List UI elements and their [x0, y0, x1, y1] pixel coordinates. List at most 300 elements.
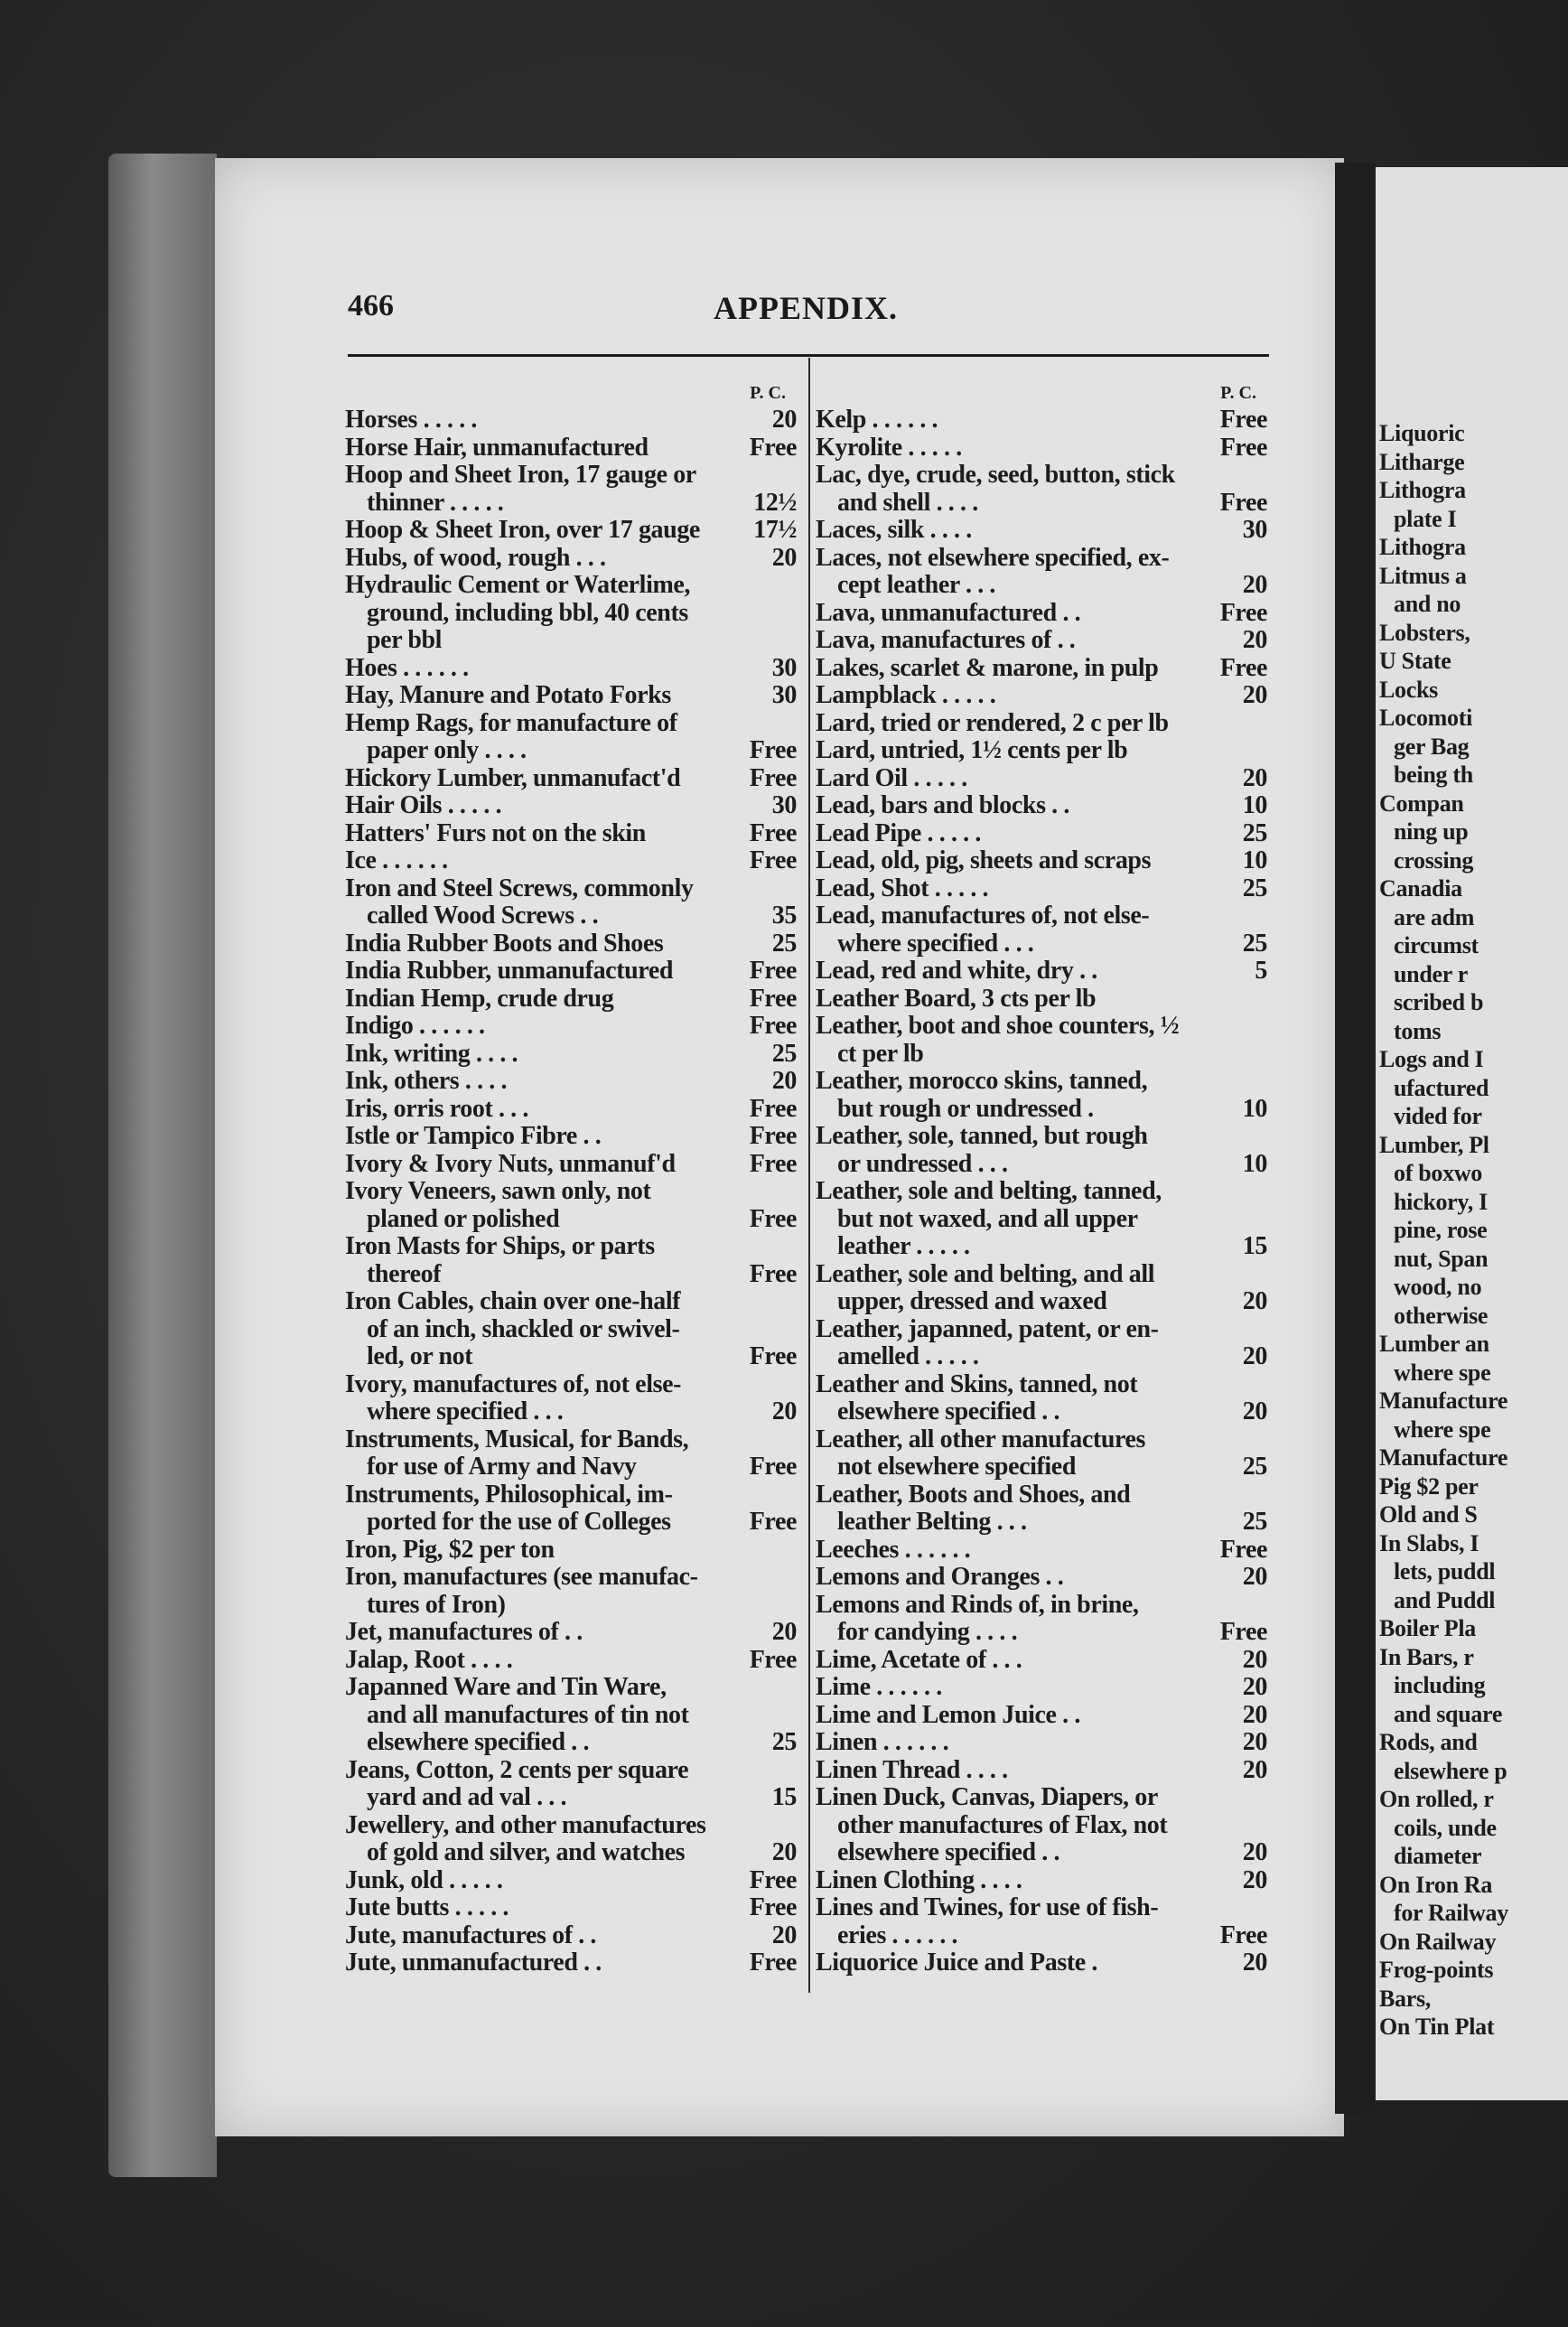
entry-continuation-line: called Wood Screws . .: [367, 902, 599, 930]
entry-description: [816, 1371, 1267, 1426]
entry-line: Ivory Veneers, sawn only, not: [345, 1177, 651, 1205]
entry-rate: Free: [749, 1259, 797, 1288]
entry-line: Indigo . . . . . .: [345, 1012, 485, 1040]
entry-line: Leather, sole, tanned, but rough: [816, 1122, 1148, 1150]
facing-page-line: On Railway: [1379, 1928, 1497, 1955]
entry-rate: 20: [771, 1920, 797, 1949]
entry-line: Lines and Twines, for use of fish-: [816, 1893, 1159, 1921]
entry-rate: 25: [771, 1039, 797, 1068]
entry-description: [345, 875, 797, 930]
facing-page-line: elsewhere p: [1394, 1757, 1507, 1784]
entry-description: [816, 958, 1267, 986]
entry-continuation-line: per bbl: [367, 626, 443, 654]
entry-rate: Free: [749, 1508, 797, 1536]
entry-rate: 20: [771, 543, 797, 572]
entry-description: [816, 1674, 1267, 1702]
tariff-entry: [345, 958, 797, 986]
tariff-entry: [816, 1894, 1267, 1949]
entry-rate: 25: [1242, 929, 1267, 958]
entry-rate: Free: [749, 1453, 797, 1481]
entry-line: Laces, not elsewhere specified, ex-: [816, 543, 1170, 572]
entry-description: [345, 407, 797, 435]
entry-rate: Free: [749, 1122, 797, 1150]
entry-line: Instruments, Philosophical, im-: [345, 1480, 673, 1509]
entry-line: Leather, japanned, patent, or en-: [816, 1314, 1159, 1343]
facing-page-line: Lumber an: [1379, 1331, 1489, 1357]
entry-rate: 20: [1242, 626, 1267, 654]
entry-description: [345, 1096, 797, 1124]
tariff-entry: [345, 1151, 797, 1179]
entry-line: Lard Oil . . . . .: [816, 763, 967, 792]
entry-line: Hubs, of wood, rough . . .: [345, 543, 606, 572]
tariff-entry: [345, 682, 797, 710]
entry-line: Lard, tried or rendered, 2 c per lb: [816, 708, 1169, 737]
entry-rate: Free: [749, 818, 797, 847]
entry-continuation-line: led, or not: [367, 1342, 473, 1370]
tariff-entry: [816, 958, 1267, 986]
tariff-entry: [345, 930, 797, 958]
entry-line: Jet, manufactures of . .: [345, 1618, 583, 1646]
tariff-entry: [816, 1316, 1267, 1371]
tariff-entry: [345, 1096, 797, 1124]
page-header: [348, 289, 1269, 331]
entry-rate: 20: [1242, 1287, 1267, 1315]
tariff-entry: [345, 1481, 797, 1537]
entry-rate: 15: [771, 1783, 797, 1811]
entry-line: Leather, sole and belting, tanned,: [816, 1177, 1162, 1205]
entry-description: [345, 820, 797, 848]
entry-line: Lemons and Rinds of, in brine,: [816, 1590, 1139, 1619]
entry-description: [345, 682, 797, 710]
entry-line: Horses . . . . .: [345, 406, 478, 434]
entry-description: [345, 1619, 797, 1647]
facing-page-line: where spe: [1394, 1359, 1491, 1386]
entry-rate: Free: [749, 1949, 797, 1977]
tariff-entry: [816, 792, 1267, 820]
entry-description: [345, 545, 797, 573]
facing-page-line: Lithogra: [1379, 534, 1466, 560]
entry-line: Lead, Shot . . . . .: [816, 874, 989, 902]
entry-rate: Free: [749, 433, 797, 462]
entry-rate: 10: [1242, 846, 1267, 874]
entry-rate: 20: [771, 1838, 797, 1866]
entry-rate: Free: [1219, 653, 1267, 682]
entry-description: [816, 902, 1267, 958]
entry-line: Liquorice Juice and Paste .: [816, 1949, 1097, 1977]
entry-rate: 25: [1242, 1453, 1267, 1481]
entry-rate: Free: [1219, 1920, 1267, 1949]
entry-line: Leather, all other manufactures: [816, 1425, 1146, 1453]
entry-continuation-line: ct per lb: [837, 1039, 924, 1068]
entry-line: Linen Duck, Canvas, Diapers, or: [816, 1783, 1158, 1811]
entry-line: Iron, manufactures (see manufac-: [345, 1563, 698, 1591]
tariff-entry: [816, 1013, 1267, 1068]
entry-description: [345, 1041, 797, 1069]
tariff-entry: [345, 545, 797, 573]
entry-rate: Free: [1219, 488, 1267, 517]
entry-description: [345, 1288, 797, 1371]
entry-rate: Free: [749, 1149, 797, 1178]
entry-continuation-line: planed or polished: [367, 1204, 560, 1233]
entry-description: [345, 1867, 797, 1895]
facing-page-line: Old and S: [1379, 1501, 1478, 1528]
tariff-entry: [816, 1537, 1267, 1565]
entry-line: Leather, boot and shoe counters, ½: [816, 1012, 1180, 1040]
entry-description: [816, 1426, 1267, 1481]
entry-continuation-line: of gold and silver, and watches: [367, 1838, 686, 1866]
entry-line: Leather, sole and belting, and all: [816, 1259, 1155, 1288]
entry-line: Lampblack . . . . .: [816, 681, 996, 709]
entry-description: [816, 655, 1267, 683]
entry-rate: Free: [749, 736, 797, 764]
entry-rate: Free: [1219, 1618, 1267, 1646]
entry-description: [816, 1757, 1267, 1785]
facing-page-line: diameter: [1394, 1843, 1482, 1869]
entry-line: Instruments, Musical, for Bands,: [345, 1425, 689, 1453]
tariff-entry: [816, 545, 1267, 600]
entry-description: [345, 986, 797, 1014]
entry-line: Indian Hemp, crude drug: [345, 984, 614, 1013]
entry-description: [816, 875, 1267, 903]
entry-line: Kyrolite . . . . .: [816, 433, 962, 462]
entry-line: Leeches . . . . . .: [816, 1535, 971, 1564]
header-rule: [348, 354, 1269, 357]
entry-description: [816, 627, 1267, 655]
entry-rate: Free: [749, 957, 797, 985]
tariff-entry: [816, 1647, 1267, 1675]
facing-page-line: wood, no: [1394, 1274, 1482, 1300]
entry-description: [816, 1949, 1267, 1977]
facing-page-line: Manufacture: [1379, 1444, 1508, 1471]
entry-line: Lead, bars and blocks . .: [816, 791, 1069, 819]
entry-line: Iron, Pig, $2 per ton: [345, 1535, 555, 1564]
page-number: 466: [348, 289, 394, 322]
tariff-entry: [345, 1647, 797, 1675]
facing-page-line: Locks: [1379, 676, 1438, 703]
facing-page-line: vided for: [1394, 1103, 1482, 1129]
tariff-entry: [345, 986, 797, 1014]
tariff-column-left: [345, 379, 797, 1977]
tariff-entry: [345, 1922, 797, 1950]
entry-line: Kelp . . . . . .: [816, 406, 938, 434]
entry-line: Lac, dye, crude, seed, button, stick: [816, 461, 1175, 489]
tariff-entry: [816, 1564, 1267, 1592]
entry-rate: 15: [1242, 1232, 1267, 1260]
entry-line: Leather and Skins, tanned, not: [816, 1369, 1138, 1398]
entry-line: Lard, untried, 1½ cents per lb: [816, 736, 1128, 764]
facing-page-line: plate I: [1394, 505, 1457, 532]
tariff-entry: [345, 1371, 797, 1426]
tariff-entry: [816, 875, 1267, 903]
entry-rate: 20: [1242, 1838, 1267, 1866]
entry-continuation-line: and all manufactures of tin not: [367, 1700, 689, 1729]
entry-description: [345, 462, 797, 517]
entry-line: Hoes . . . . . .: [345, 653, 469, 682]
entry-line: Lemons and Oranges . .: [816, 1563, 1064, 1591]
entry-continuation-line: thinner . . . . .: [367, 488, 504, 517]
facing-page-line: and no: [1394, 591, 1461, 617]
entry-description: [816, 517, 1267, 545]
facing-page-line: ning up: [1394, 818, 1469, 845]
entry-rate: 20: [771, 1618, 797, 1646]
entry-description: [345, 765, 797, 793]
facing-page-line: scribed b: [1394, 989, 1484, 1015]
entry-description: [345, 710, 797, 765]
tariff-entry: [345, 407, 797, 435]
entry-description: [345, 930, 797, 958]
tariff-entry: [345, 1867, 797, 1895]
entry-line: Hemp Rags, for manufacture of: [345, 708, 677, 737]
tariff-entry: [345, 792, 797, 820]
entry-continuation-line: for candying . . . .: [837, 1618, 1018, 1646]
entry-description: [345, 1812, 797, 1867]
entry-description: [345, 655, 797, 683]
tariff-entry: [345, 435, 797, 463]
entry-rate: 20: [771, 1067, 797, 1095]
entry-rate: 30: [771, 791, 797, 819]
entry-rate: 10: [1242, 1094, 1267, 1123]
entry-description: [816, 545, 1267, 600]
entry-rate: 20: [1242, 1563, 1267, 1591]
entry-description: [345, 1371, 797, 1426]
entry-line: Jute, unmanufactured . .: [345, 1949, 602, 1977]
facing-page-line: and square: [1394, 1700, 1503, 1727]
tariff-entry: [345, 1233, 797, 1288]
entry-rate: 10: [1242, 1149, 1267, 1178]
entry-line: Horse Hair, unmanufactured: [345, 433, 649, 462]
entry-continuation-line: tures of Iron): [367, 1590, 506, 1619]
entry-description: [816, 682, 1267, 710]
entry-description: [816, 1123, 1267, 1178]
entry-line: Lead, manufactures of, not else-: [816, 902, 1150, 930]
entry-rate: Free: [1219, 406, 1267, 434]
facing-page-line: under r: [1394, 960, 1468, 987]
tariff-entry: [816, 517, 1267, 545]
facing-page-fragment: [1376, 167, 1568, 2100]
facing-page-line: Frog-points: [1379, 1957, 1494, 1983]
entry-description: [816, 1647, 1267, 1675]
facing-page-line: being th: [1394, 762, 1473, 788]
entry-continuation-line: and shell . . . .: [837, 488, 978, 517]
tariff-entry: [816, 407, 1267, 435]
tariff-entry: [345, 1123, 797, 1151]
entry-line: Lime and Lemon Juice . .: [816, 1700, 1080, 1729]
entry-description: [345, 1647, 797, 1675]
tariff-entry: [345, 655, 797, 683]
entry-rate: 20: [1242, 1865, 1267, 1894]
tariff-entry: [816, 1123, 1267, 1178]
entry-rate: Free: [749, 1645, 797, 1674]
entry-description: [816, 1068, 1267, 1123]
entry-rate: Free: [749, 1342, 797, 1370]
entry-continuation-line: amelled . . . . .: [837, 1342, 979, 1370]
entry-line: Hatters' Furs not on the skin: [345, 818, 646, 847]
entry-description: [345, 1481, 797, 1537]
entry-rate: 20: [771, 1397, 797, 1425]
tariff-entry: [345, 1013, 797, 1041]
entry-continuation-line: elsewhere specified . .: [837, 1397, 1060, 1425]
facing-page-line: pine, rose: [1394, 1217, 1488, 1243]
facing-page-line: are adm: [1394, 903, 1475, 930]
tariff-entry: [816, 820, 1267, 848]
entry-line: Jewellery, and other manufactures: [345, 1810, 706, 1839]
entry-description: [816, 1894, 1267, 1949]
entry-continuation-line: of an inch, shackled or swivel-: [367, 1314, 680, 1343]
column-divider: [808, 358, 810, 1993]
tariff-entry: [345, 1757, 797, 1812]
entry-rate: 25: [1242, 1508, 1267, 1536]
entry-description: [816, 462, 1267, 517]
entry-continuation-line: ported for the use of Colleges: [367, 1508, 671, 1536]
entry-line: Jeans, Cotton, 2 cents per square: [345, 1755, 689, 1784]
entry-description: [345, 1674, 797, 1757]
entry-line: Ivory, manufactures of, not else-: [345, 1369, 682, 1398]
entry-description: [345, 1013, 797, 1041]
entry-line: Istle or Tampico Fibre . .: [345, 1122, 602, 1150]
facing-page-line: lets, puddl: [1394, 1558, 1496, 1584]
entry-line: Hay, Manure and Potato Forks: [345, 681, 671, 709]
entry-description: [816, 710, 1267, 738]
book-page-edges: [108, 154, 217, 2177]
facing-page-line: U State: [1379, 648, 1451, 674]
entry-continuation-line: where specified . . .: [367, 1397, 564, 1425]
entry-line: Lead, red and white, dry . .: [816, 957, 1097, 985]
entry-rate: 30: [1242, 516, 1267, 544]
tariff-entry: [345, 1288, 797, 1371]
entry-rate: Free: [749, 1012, 797, 1040]
entry-line: Hoop & Sheet Iron, over 17 gauge: [345, 516, 700, 544]
facing-page-line: Locomoti: [1379, 705, 1473, 731]
entry-rate: 20: [1242, 1700, 1267, 1729]
entry-continuation-line: but not waxed, and all upper: [837, 1204, 1138, 1233]
facing-page-line: On rolled, r: [1379, 1786, 1494, 1812]
entry-description: [345, 1151, 797, 1179]
entry-line: Iron and Steel Screws, commonly: [345, 874, 694, 902]
tariff-entry: [816, 1867, 1267, 1895]
tariff-entry: [816, 1949, 1267, 1977]
entry-description: [345, 1894, 797, 1922]
entry-rate: 20: [1242, 1645, 1267, 1674]
entry-rate: 25: [1242, 874, 1267, 902]
facing-page-line: for Railway: [1394, 1900, 1508, 1926]
entry-rate: 5: [1255, 957, 1267, 985]
facing-page-line: Liquoric: [1379, 420, 1465, 446]
entry-rate: 20: [1242, 681, 1267, 709]
tariff-entry: [816, 1592, 1267, 1647]
entry-line: Lava, unmanufactured . .: [816, 598, 1081, 627]
tariff-entry: [816, 1784, 1267, 1867]
entry-rate: 20: [1242, 1673, 1267, 1701]
entry-description: [345, 847, 797, 875]
tariff-entry: [345, 1068, 797, 1096]
entry-rate: 20: [771, 406, 797, 434]
tariff-entry: [345, 1949, 797, 1977]
entry-line: Lime, Acetate of . . .: [816, 1645, 1022, 1674]
entry-description: [816, 765, 1267, 793]
entry-description: [345, 1564, 797, 1619]
entry-rate: 17½: [753, 516, 797, 544]
entry-line: Iron Masts for Ships, or parts: [345, 1232, 655, 1260]
entry-rate: 20: [1242, 1342, 1267, 1370]
tariff-entry: [816, 1371, 1267, 1426]
entry-description: [816, 792, 1267, 820]
entry-line: India Rubber, unmanufactured: [345, 957, 674, 985]
facing-page-line: hickory, I: [1394, 1188, 1488, 1215]
tariff-entry: [345, 572, 797, 655]
facing-page-line: crossing: [1394, 846, 1474, 874]
tariff-entry: [816, 435, 1267, 463]
entry-line: Linen Clothing . . . .: [816, 1865, 1022, 1894]
book-gutter: [1335, 163, 1376, 2114]
entry-rate: 20: [1242, 1397, 1267, 1425]
facing-page-line: Lithogra: [1379, 477, 1466, 503]
facing-page-line: and Puddl: [1394, 1586, 1496, 1613]
entry-description: [816, 1261, 1267, 1316]
entry-continuation-line: but rough or undressed .: [837, 1094, 1094, 1123]
entry-continuation-line: leather Belting . . .: [837, 1508, 1027, 1536]
entry-line: Leather Board, 3 cts per lb: [816, 984, 1097, 1013]
entry-rate: 30: [771, 681, 797, 709]
tariff-entry: [345, 1674, 797, 1757]
entry-description: [816, 1592, 1267, 1647]
entry-continuation-line: yard and ad val . . .: [367, 1783, 567, 1811]
tariff-entry: [816, 710, 1267, 738]
tariff-entry: [816, 1068, 1267, 1123]
page-title: APPENDIX.: [714, 290, 898, 326]
entry-continuation-line: not elsewhere specified: [837, 1453, 1077, 1481]
tariff-entry: [816, 765, 1267, 793]
entry-line: Ivory & Ivory Nuts, unmanuf'd: [345, 1149, 676, 1178]
tariff-entry: [345, 847, 797, 875]
tariff-entry: [345, 710, 797, 765]
entry-description: [816, 435, 1267, 463]
entry-description: [345, 517, 797, 545]
entry-continuation-line: or undressed . . .: [837, 1149, 1008, 1178]
entry-line: Lakes, scarlet & marone, in pulp: [816, 653, 1159, 682]
entry-description: [816, 737, 1267, 765]
facing-page-line: Pig $2 per: [1379, 1472, 1479, 1500]
entry-rate: Free: [749, 1094, 797, 1123]
entry-description: [345, 1123, 797, 1151]
tariff-column-right: [816, 379, 1267, 1977]
tariff-entry: [816, 902, 1267, 958]
entry-continuation-line: upper, dressed and waxed: [837, 1287, 1107, 1315]
entry-description: [345, 1426, 797, 1481]
tariff-entry: [816, 462, 1267, 517]
facing-page-line: Bars,: [1379, 1985, 1432, 2012]
entry-line: Leather, Boots and Shoes, and: [816, 1480, 1131, 1509]
entry-line: Leather, morocco skins, tanned,: [816, 1067, 1148, 1095]
entry-rate: 20: [1242, 1755, 1267, 1784]
entry-rate: Free: [749, 763, 797, 792]
entry-line: Ink, writing . . . .: [345, 1039, 518, 1068]
facing-page-line: ger Bag: [1394, 733, 1470, 760]
facing-page-line: circumst: [1394, 932, 1479, 958]
facing-page-line: including: [1394, 1672, 1486, 1698]
entry-description: [816, 1702, 1267, 1730]
entry-description: [345, 1537, 797, 1565]
entry-rate: 20: [1242, 1728, 1267, 1756]
entry-continuation-line: elsewhere specified . .: [367, 1728, 590, 1756]
entry-description: [345, 1233, 797, 1288]
entry-description: [345, 1178, 797, 1233]
facing-page-line: Lumber, Pl: [1379, 1131, 1489, 1158]
entry-line: Jute butts . . . . .: [345, 1893, 509, 1921]
entry-rate: 30: [771, 653, 797, 682]
entry-description: [345, 435, 797, 463]
entry-description: [345, 572, 797, 655]
entry-continuation-line: leather . . . . .: [837, 1232, 970, 1260]
